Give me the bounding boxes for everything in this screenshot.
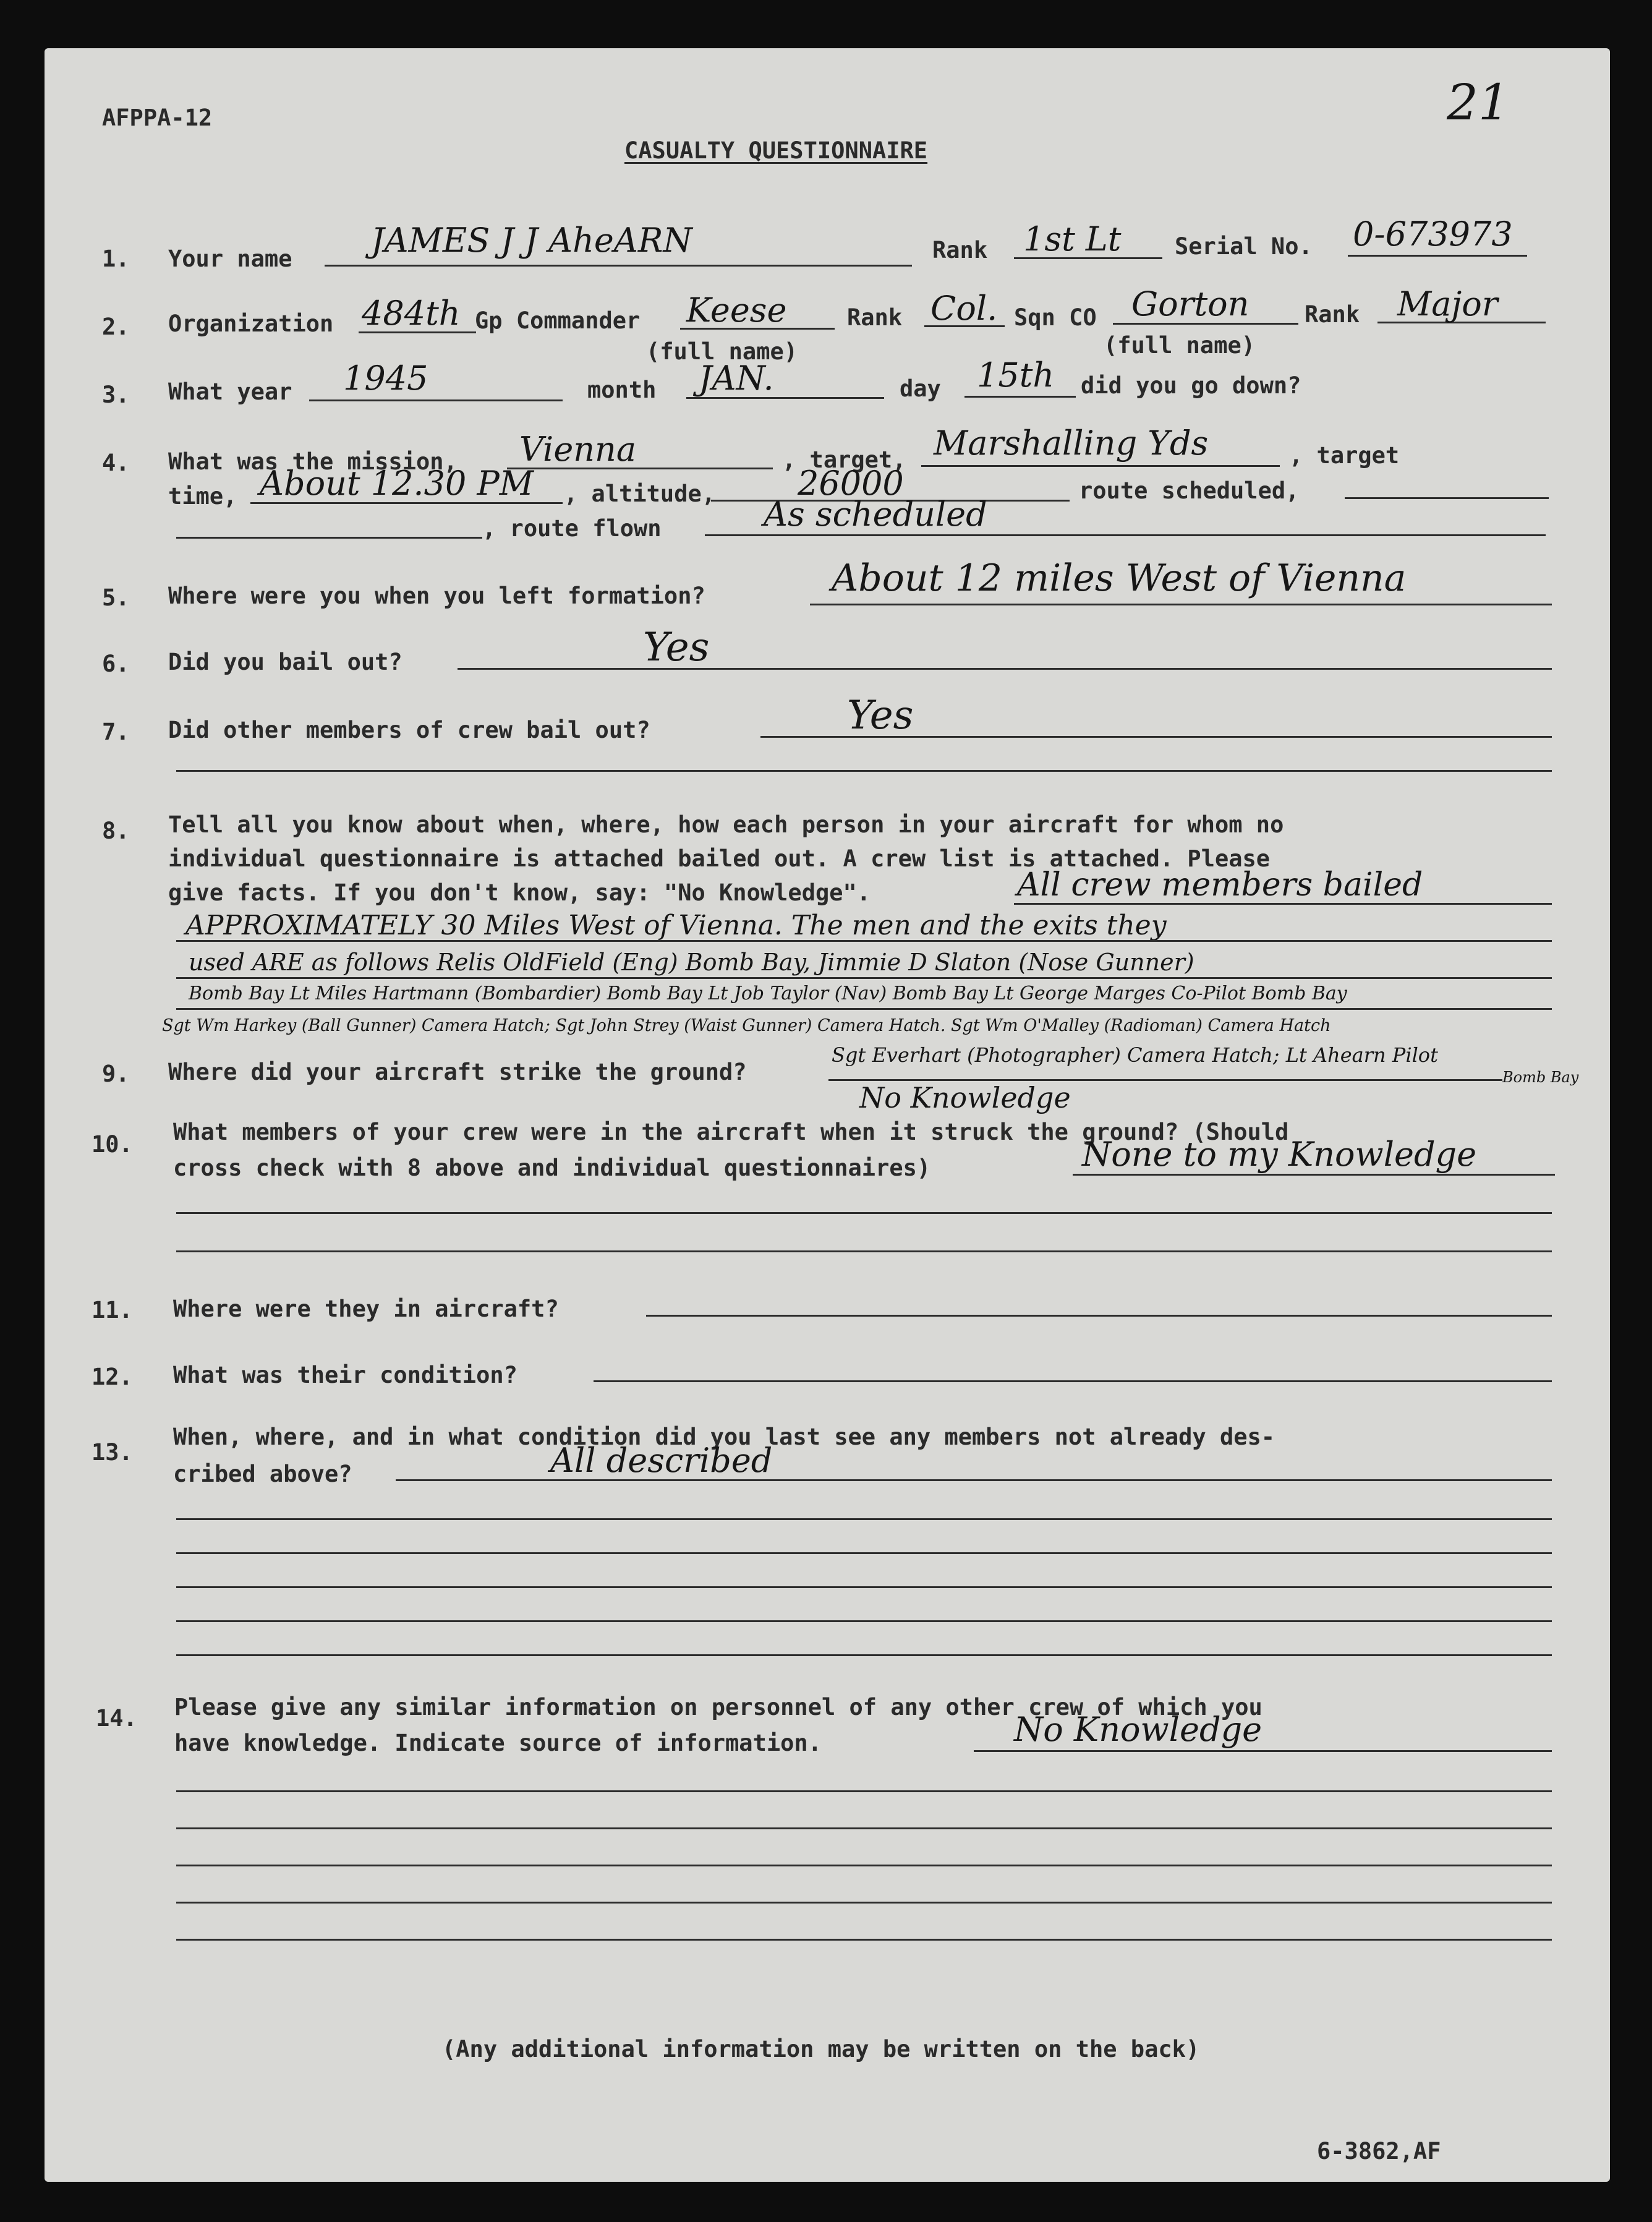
q8-answer-line1[interactable]: APPROXIMATELY 30 Miles West of Vienna. The men and the exits they (185, 910, 1167, 941)
where-in-aircraft-label: Where were they in aircraft? (173, 1296, 559, 1322)
organization-value[interactable]: 484th (362, 294, 461, 333)
q10-text-line1: What members of your crew were in the aircraft when it struck the ground? (Should (173, 1119, 1289, 1145)
q13-text-line1: When, where, and in what condition did you last see any members not already des- (173, 1424, 1275, 1450)
q14-text-line1: Please give any similar information on personnel of any other crew of which you (174, 1694, 1262, 1720)
mission-label: What was the mission, (168, 448, 458, 475)
q11-number: 11. (92, 1297, 133, 1323)
aircraft-strike-value[interactable]: No Knowledge (859, 1081, 1071, 1114)
time-label: time, (168, 483, 237, 510)
go-down-label: did you go down? (1081, 372, 1301, 399)
gp-commander-value[interactable]: Keese (686, 291, 787, 330)
q10-text-line2: cross check with 8 above and individual questionnaires) (173, 1155, 931, 1181)
q5-number: 5. (102, 584, 130, 611)
q6-number: 6. (102, 651, 130, 677)
q8-text-line3: give facts. If you don't know, say: "No Knowledge". (168, 879, 871, 906)
form-id: AFPPA-12 (102, 105, 213, 131)
name-value[interactable]: JAMES J J AheARN (371, 221, 692, 260)
q8-answer-line2[interactable]: used ARE as follows Relis OldField (Eng) Bomb Bay, Jimmie D Slaton (Nose Gunner) (189, 949, 1194, 976)
route-flown-value[interactable]: As scheduled (764, 495, 987, 534)
day-label: day (900, 375, 941, 402)
q9-number: 9. (102, 1061, 130, 1087)
full-name-note-2: (full name) (1104, 332, 1256, 359)
gp-rank-label: Rank (847, 304, 903, 331)
left-formation-value[interactable]: About 12 miles West of Vienna (832, 557, 1407, 600)
serial-value[interactable]: 0-673973 (1353, 215, 1513, 254)
time-value[interactable]: About 12.30 PM (260, 464, 534, 503)
gp-rank-value[interactable]: Col. (930, 289, 998, 328)
route-flown-label: , route flown (482, 515, 662, 542)
target-value[interactable]: Marshalling Yds (934, 424, 1209, 463)
other-crew-value[interactable]: No Knowledge (1014, 1710, 1262, 1749)
q13-text-line2: cribed above? (173, 1461, 352, 1487)
q8-answer-line3[interactable]: Bomb Bay Lt Miles Hartmann (Bombardier) Bomb Bay Lt Job Taylor (Nav) Bomb Bay Lt George Marges Co-Pilot Bomb Bay (189, 983, 1347, 1004)
q14-number: 14. (96, 1705, 137, 1732)
q8-text-line2: individual questionnaire is attached bailed out. A crew list is attached. Please (168, 845, 1271, 872)
q2-number: 2. (102, 314, 130, 340)
full-name-note-1: (full name) (646, 338, 798, 365)
crew-in-aircraft-value[interactable]: None to my Knowledge (1082, 1135, 1477, 1174)
aircraft-strike-label: Where did your aircraft strike the ground? (168, 1059, 747, 1085)
altitude-label: , altitude, (564, 481, 716, 507)
rank-label: Rank (932, 237, 988, 263)
month-label: month (587, 377, 657, 403)
q8-answer-line6[interactable]: Bomb Bay (1502, 1069, 1579, 1086)
q7-number: 7. (102, 719, 130, 745)
day-value[interactable]: 15th (977, 356, 1055, 395)
q14-text-line2: have knowledge. Indicate source of information. (174, 1730, 822, 1756)
q12-number: 12. (92, 1364, 133, 1390)
rank-value[interactable]: 1st Lt (1023, 220, 1122, 259)
target-label: , target, (782, 447, 906, 473)
q4-number: 4. (102, 450, 130, 476)
q10-number: 10. (92, 1131, 133, 1158)
sqn-rank-value[interactable]: Major (1397, 284, 1498, 323)
month-value[interactable]: JAN. (699, 359, 774, 398)
page-number: 21 (1447, 74, 1510, 131)
form-title: CASUALTY QUESTIONNAIRE (624, 137, 928, 164)
q8-answer-line4[interactable]: Sgt Wm Harkey (Ball Gunner) Camera Hatch; Sgt John Strey (Waist Gunner) Camera Hatch. Sgt Wm O'Malley (Radioman) Camera Hatch (162, 1016, 1331, 1035)
form-code: 6-3862,AF (1317, 2138, 1441, 2164)
crew-bail-out-label: Did other members of crew bail out? (168, 717, 650, 743)
q1-number: 1. (102, 246, 130, 272)
altitude-value[interactable]: 26000 (798, 464, 904, 503)
q8-answer-line0[interactable]: All crew members bailed (1017, 866, 1423, 904)
footer-note: (Any additional information may be written on the back) (442, 2036, 1200, 2062)
q3-number: 3. (102, 382, 130, 408)
your-name-label: Your name (168, 246, 292, 272)
year-value[interactable]: 1945 (343, 359, 428, 398)
gp-commander-label: Gp Commander (475, 307, 641, 334)
q8-number: 8. (102, 818, 130, 844)
sqn-rank-label: Rank (1305, 301, 1360, 328)
left-formation-label: Where were you when you left formation? (168, 583, 705, 609)
year-label: What year (168, 378, 292, 405)
crew-bail-out-value[interactable]: Yes (847, 693, 914, 738)
sqn-co-value[interactable]: Gorton (1131, 284, 1250, 323)
serial-label: Serial No. (1175, 233, 1313, 260)
bail-out-label: Did you bail out? (168, 649, 402, 675)
condition-label: What was their condition? (173, 1362, 517, 1388)
route-scheduled-label: route scheduled, (1079, 477, 1300, 504)
mission-value[interactable]: Vienna (519, 430, 637, 469)
last-seen-value[interactable]: All described (550, 1441, 773, 1480)
organization-label: Organization (168, 310, 334, 337)
q13-number: 13. (92, 1439, 133, 1466)
sqn-co-label: Sqn CO (1014, 304, 1097, 331)
q8-answer-line5[interactable]: Sgt Everhart (Photographer) Camera Hatch; Lt Ahearn Pilot (832, 1043, 1438, 1067)
questionnaire-sheet (45, 48, 1610, 2182)
target-cont-label: , target (1289, 442, 1400, 469)
q8-text-line1: Tell all you know about when, where, how each person in your aircraft for whom no (168, 811, 1284, 838)
bail-out-value[interactable]: Yes (643, 625, 710, 670)
